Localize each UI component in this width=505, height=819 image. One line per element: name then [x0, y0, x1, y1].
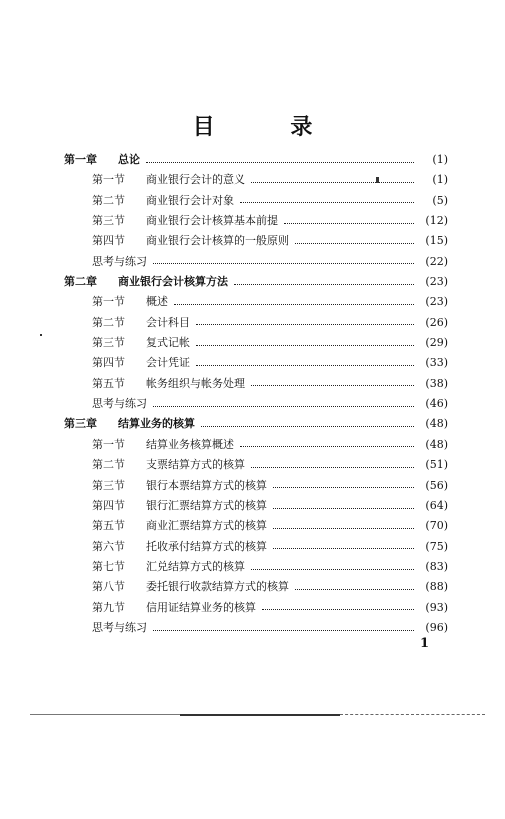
toc-entry-label: 商业银行会计核算的一般原则	[146, 234, 289, 248]
toc-entry-page: (23)	[425, 275, 448, 289]
toc-entry-label: 商业银行会计的意义	[146, 173, 245, 187]
dot-leader	[153, 263, 414, 264]
toc-entry-page: (48)	[425, 437, 448, 451]
toc-entry-number: 第二章	[64, 275, 97, 289]
toc-entry-exercise	[64, 394, 448, 414]
scan-speck	[40, 334, 42, 336]
dot-leader	[196, 324, 414, 325]
dot-leader	[295, 243, 414, 244]
dot-leader	[251, 569, 414, 570]
dot-leader	[273, 548, 414, 549]
dot-leader	[153, 630, 414, 631]
toc-entry-label: 商业汇票结算方式的核算	[146, 519, 267, 533]
toc-entry-page: (83)	[425, 559, 448, 573]
toc-entry-label: 支票结算方式的核算	[146, 458, 245, 472]
dot-leader	[201, 426, 414, 427]
toc-entry-section	[64, 374, 448, 394]
toc-entry-section	[64, 333, 448, 353]
toc-entry-section	[64, 170, 448, 190]
toc-entry-number: 第六节	[92, 539, 125, 553]
toc-entry-label: 银行汇票结算方式的核算	[146, 498, 267, 512]
toc-entry-number: 第一节	[92, 173, 125, 187]
toc-entry-label: 信用证结算业务的核算	[146, 600, 256, 614]
scan-speck	[376, 177, 379, 183]
toc-entry-label: 商业银行会计核算方法	[118, 275, 228, 289]
toc-entry-number: 第三节	[92, 478, 125, 492]
toc-entry-section	[64, 313, 448, 333]
toc-entry-number: 第八节	[92, 580, 125, 594]
footer-rule-left	[30, 714, 180, 715]
toc-entry-page: (1)	[432, 173, 448, 187]
toc-entry-page: (46)	[425, 397, 448, 411]
toc-entry-number: 第四节	[92, 498, 125, 512]
toc-entry-number: 第三节	[92, 214, 125, 228]
toc-entry-label: 帐务组织与帐务处理	[146, 376, 245, 390]
toc-entry-page: (51)	[425, 458, 448, 472]
toc-entry-section	[64, 598, 448, 618]
toc-entry-chapter	[64, 272, 448, 292]
toc-entry-chapter	[64, 414, 448, 434]
dot-leader	[174, 304, 414, 305]
dot-leader	[240, 446, 414, 447]
toc-entry-page: (12)	[425, 214, 448, 228]
toc-entry-exercise	[64, 252, 448, 272]
toc-entry-number: 第二节	[92, 458, 125, 472]
toc-entry-label: 思考与练习	[92, 620, 147, 634]
table-of-contents	[64, 150, 448, 638]
toc-entry-label: 总论	[118, 153, 140, 166]
toc-entry-page: (48)	[425, 417, 448, 431]
toc-entry-page: (15)	[425, 234, 448, 248]
toc-entry-number: 第五节	[92, 376, 125, 390]
toc-entry-label: 结算业务的核算	[118, 417, 195, 431]
toc-entry-label: 结算业务核算概述	[146, 437, 234, 451]
toc-entry-number: 第九节	[92, 600, 125, 614]
toc-entry-page: (70)	[425, 519, 448, 533]
toc-entry-section	[64, 476, 448, 496]
toc-entry-section	[64, 292, 448, 312]
toc-entry-number: 第一章	[64, 153, 97, 166]
dot-leader	[295, 589, 414, 590]
toc-entry-page: (64)	[425, 498, 448, 512]
dot-leader	[251, 467, 414, 468]
toc-entry-section	[64, 557, 448, 577]
dot-leader	[240, 202, 414, 203]
toc-entry-label: 托收承付结算方式的核算	[146, 539, 267, 553]
toc-entry-label: 思考与练习	[92, 254, 147, 268]
toc-entry-section	[64, 455, 448, 475]
toc-entry-page: (88)	[425, 580, 448, 594]
toc-entry-exercise	[64, 618, 448, 638]
toc-entry-page: (56)	[425, 478, 448, 492]
toc-entry-label: 汇兑结算方式的核算	[146, 559, 245, 573]
toc-entry-number: 第一节	[92, 437, 125, 451]
toc-entry-section	[64, 516, 448, 536]
toc-entry-number: 第二节	[92, 193, 125, 207]
dot-leader	[273, 487, 414, 488]
toc-entry-page: (38)	[425, 376, 448, 390]
toc-entry-label: 思考与练习	[92, 397, 147, 411]
dot-leader	[273, 528, 414, 529]
toc-entry-label: 会计凭证	[146, 356, 190, 370]
toc-entry-number: 第二节	[92, 315, 125, 329]
toc-entry-label: 委托银行收款结算方式的核算	[146, 580, 289, 594]
toc-entry-section	[64, 435, 448, 455]
toc-entry-label: 复式记帐	[146, 336, 190, 350]
toc-entry-page: (75)	[425, 539, 448, 553]
footer-rule-right	[340, 714, 485, 715]
dot-leader	[284, 223, 414, 224]
toc-entry-section	[64, 496, 448, 516]
toc-entry-label: 商业银行会计核算基本前提	[146, 214, 278, 228]
toc-entry-section	[64, 191, 448, 211]
toc-entry-number: 第一节	[92, 295, 125, 309]
toc-entry-page: (26)	[425, 315, 448, 329]
dot-leader	[251, 182, 414, 183]
toc-entry-label: 概述	[146, 295, 168, 309]
toc-entry-section	[64, 353, 448, 373]
toc-entry-section	[64, 577, 448, 597]
toc-entry-page: (93)	[425, 600, 448, 614]
toc-entry-page: (96)	[425, 620, 448, 634]
toc-entry-section	[64, 537, 448, 557]
dot-leader	[234, 284, 414, 285]
toc-entry-number: 第四节	[92, 234, 125, 248]
dot-leader	[196, 345, 414, 346]
toc-entry-number: 第三章	[64, 417, 97, 431]
page-title: 目 录	[192, 115, 347, 140]
toc-entry-page: (29)	[425, 336, 448, 350]
toc-entry-label: 银行本票结算方式的核算	[146, 478, 267, 492]
dot-leader	[153, 406, 414, 407]
toc-entry-number: 第三节	[92, 336, 125, 350]
toc-entry-number: 第五节	[92, 519, 125, 533]
toc-entry-number: 第七节	[92, 559, 125, 573]
toc-entry-label: 商业银行会计对象	[146, 193, 234, 207]
dot-leader	[251, 385, 414, 386]
toc-entry-page: (5)	[432, 193, 448, 207]
dot-leader	[262, 609, 414, 610]
page-number: 1	[420, 636, 430, 651]
dot-leader	[196, 365, 414, 366]
toc-entry-page: (1)	[432, 153, 448, 166]
footer-rule-center	[180, 714, 340, 716]
toc-entry-label: 会计科目	[146, 315, 190, 329]
toc-entry-page: (33)	[425, 356, 448, 370]
toc-entry-section	[64, 211, 448, 231]
toc-entry-page: (23)	[425, 295, 448, 309]
dot-leader	[146, 162, 414, 163]
toc-entry-section	[64, 231, 448, 251]
toc-entry-page: (22)	[425, 254, 448, 268]
toc-entry-number: 第四节	[92, 356, 125, 370]
dot-leader	[273, 508, 414, 509]
toc-entry-chapter	[64, 150, 448, 170]
